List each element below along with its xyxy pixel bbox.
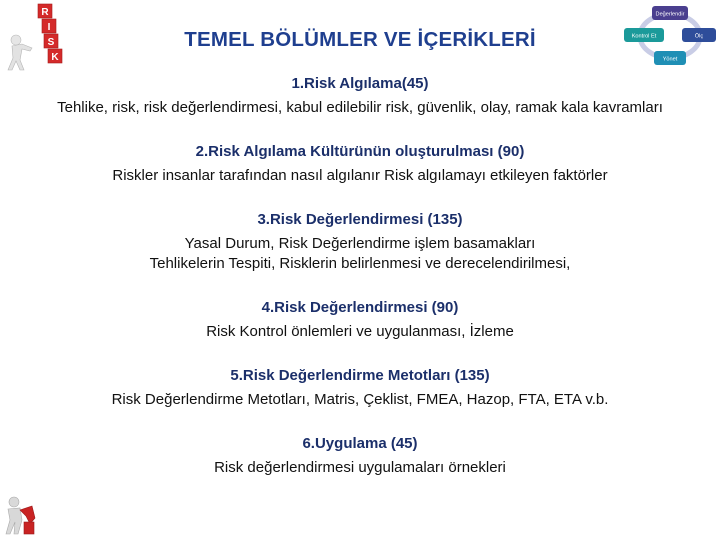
section-3 xyxy=(20,210,700,274)
section-line: Yasal Durum, Risk Değerlendirme işlem basamakları xyxy=(184,235,536,252)
section-line: Risk Değerlendirme Metotları, Matris, Çeklist, FMEA, Hazop, FTA, ETA v.b. xyxy=(111,391,609,408)
logo-letter: K xyxy=(51,52,59,63)
logo-letter: R xyxy=(41,7,49,18)
content-sections xyxy=(20,74,700,478)
logo-letter: S xyxy=(47,37,55,48)
section-title: 2.Risk Algılama Kültürünün oluşturulması (90) xyxy=(195,143,525,160)
section-line: Riskler insanlar tarafından nasıl algılanır Risk algılamayı etkileyen faktörler xyxy=(112,167,608,184)
cycle-label: Değerlendir xyxy=(655,11,685,18)
section-line: Risk Kontrol önlemleri ve uygulanması, İzleme xyxy=(206,323,514,340)
section-title: 6.Uygulama (45) xyxy=(302,435,418,452)
logo-letter: I xyxy=(47,22,51,33)
risk-blocks-logo xyxy=(2,2,72,72)
section-body xyxy=(20,458,700,478)
section-line: Risk değerlendirmesi uygulamaları örnekleri xyxy=(214,459,506,476)
section-1 xyxy=(20,74,700,118)
section-body xyxy=(20,234,700,274)
section-line: Tehlikelerin Tespiti, Risklerin belirlenmesi ve derecelendirilmesi, xyxy=(149,255,571,272)
section-6 xyxy=(20,434,700,478)
section-body xyxy=(20,98,700,118)
slide-title: TEMEL BÖLÜMLER VE İÇERİKLERİ xyxy=(184,28,536,51)
section-body xyxy=(20,390,700,410)
red-figure-icon xyxy=(2,494,38,536)
section-title: 4.Risk Değerlendirmesi (90) xyxy=(261,299,459,316)
section-4 xyxy=(20,298,700,342)
cycle-label: Kontrol Et xyxy=(631,33,657,40)
section-body xyxy=(20,322,700,342)
section-5 xyxy=(20,366,700,410)
section-body xyxy=(20,166,700,186)
section-line: Tehlike, risk, risk değerlendirmesi, kabul edilebilir risk, güvenlik, olay, ramak kala kavramları xyxy=(57,99,663,116)
cycle-label: Ölç xyxy=(694,33,704,40)
section-2 xyxy=(20,142,700,186)
cycle-label: Yönet xyxy=(662,56,678,63)
risk-cycle-diagram xyxy=(622,4,718,68)
section-title: 3.Risk Değerlendirmesi (135) xyxy=(257,211,463,228)
section-title: 5.Risk Değerlendirme Metotları (135) xyxy=(230,367,490,384)
section-title: 1.Risk Algılama(45) xyxy=(291,75,429,92)
